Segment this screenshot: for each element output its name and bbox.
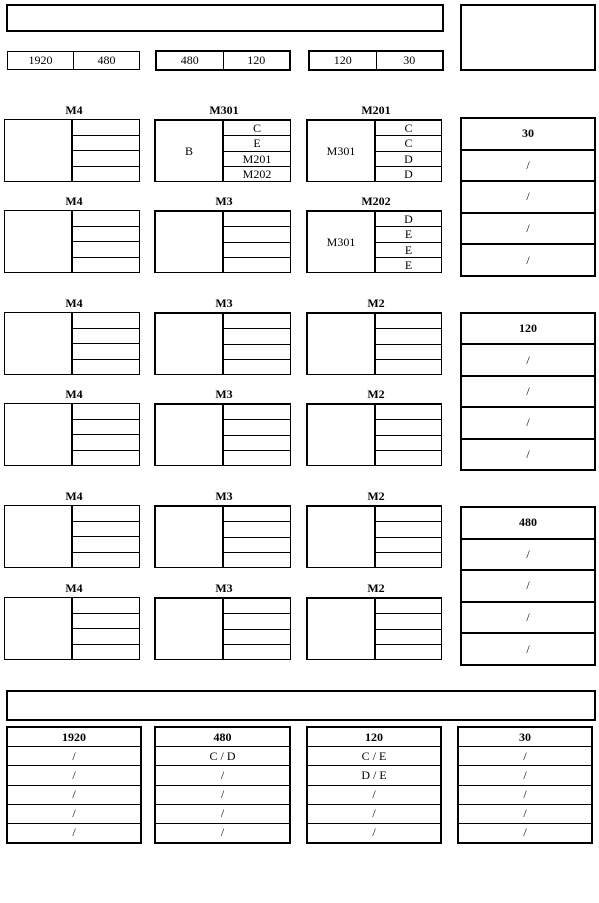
machine-box bbox=[154, 403, 291, 466]
machine-label: M3 bbox=[215, 489, 233, 503]
machine-box bbox=[154, 312, 291, 375]
side-stack-120 bbox=[460, 312, 596, 471]
side-stack-480 bbox=[460, 506, 596, 666]
machine-box bbox=[4, 505, 140, 568]
top-pair-1 bbox=[7, 51, 140, 70]
machine-box bbox=[154, 119, 291, 182]
machine-slot bbox=[376, 450, 441, 465]
machine-label: M4 bbox=[65, 387, 83, 401]
machine-slot bbox=[73, 450, 139, 466]
machine-name: B bbox=[156, 121, 224, 181]
machine-box bbox=[306, 312, 442, 375]
machine-slot bbox=[73, 644, 139, 660]
machine-slot: E bbox=[376, 226, 441, 241]
machine-label: M3 bbox=[215, 194, 233, 208]
machine-label: M4 bbox=[65, 194, 83, 208]
machine-name bbox=[308, 314, 376, 374]
bottom-title-box bbox=[6, 690, 596, 721]
machine-slot: E bbox=[376, 257, 441, 272]
machine-slot bbox=[376, 405, 441, 419]
machine-label: M201 bbox=[361, 103, 391, 117]
machine-slot bbox=[73, 313, 139, 328]
machine-slot bbox=[73, 135, 139, 151]
machine-slots bbox=[73, 313, 139, 374]
machine-slot bbox=[376, 613, 441, 628]
machine-slot bbox=[73, 241, 139, 257]
machine-slot: D bbox=[376, 166, 441, 181]
side-stack-cell: / bbox=[462, 406, 594, 437]
side-stack-cell: / bbox=[462, 438, 594, 469]
machine-label: M4 bbox=[65, 581, 83, 595]
bottom-column-cell: / bbox=[8, 804, 140, 823]
top-pair-3-a: 120 bbox=[333, 53, 352, 67]
side-stack-header: 480 bbox=[519, 515, 537, 530]
machine-label: M3 bbox=[215, 296, 233, 310]
machine-slot bbox=[224, 521, 290, 536]
machine-slot bbox=[376, 507, 441, 521]
bottom-column-cell: / bbox=[8, 785, 140, 804]
side-stack-cell: / bbox=[462, 243, 594, 275]
machine-slots bbox=[376, 599, 441, 659]
machine-slots bbox=[376, 212, 441, 272]
machine-name bbox=[5, 404, 73, 465]
top-pair-1-b: 480 bbox=[73, 52, 139, 69]
machine-label: M4 bbox=[65, 489, 83, 503]
machine-name bbox=[308, 507, 376, 567]
machine-slot: M201 bbox=[224, 151, 290, 166]
machine-slots bbox=[224, 507, 290, 567]
machine-slot bbox=[376, 328, 441, 343]
bottom-column-cell: / bbox=[8, 746, 140, 765]
machine-box bbox=[306, 119, 442, 182]
machine-slots bbox=[224, 314, 290, 374]
machine-slots bbox=[224, 405, 290, 465]
machine-slot bbox=[73, 598, 139, 613]
machine-label: M2 bbox=[367, 581, 385, 595]
machine-slot bbox=[73, 226, 139, 242]
machine-slot bbox=[224, 328, 290, 343]
bottom-column-cell: / bbox=[308, 785, 440, 804]
machine-slot: D bbox=[376, 151, 441, 166]
machine-slot bbox=[376, 537, 441, 552]
machine-slot bbox=[224, 405, 290, 419]
top-pair-1-a: 1920 bbox=[28, 53, 53, 67]
machine-slot bbox=[73, 257, 139, 273]
machine-slot bbox=[73, 404, 139, 419]
bottom-column-header: 1920 bbox=[62, 729, 86, 744]
machine-slot bbox=[73, 359, 139, 375]
machine-slots bbox=[224, 599, 290, 659]
machine-slot bbox=[73, 536, 139, 552]
machine-slots bbox=[73, 404, 139, 465]
bottom-column-cell: / bbox=[8, 823, 140, 842]
machine-slot bbox=[73, 150, 139, 166]
machine-name: M301 bbox=[308, 121, 376, 181]
machine-slot bbox=[73, 166, 139, 182]
machine-name: M301 bbox=[308, 212, 376, 272]
machine-slot: D bbox=[404, 212, 413, 226]
top-pair-2 bbox=[155, 50, 291, 71]
machine-slot: M202 bbox=[224, 166, 290, 181]
machine-name bbox=[5, 506, 73, 567]
bottom-column-cell: / bbox=[459, 785, 591, 804]
machine-slots bbox=[376, 507, 441, 567]
bottom-column-cell: / bbox=[459, 765, 591, 784]
machine-slot bbox=[73, 211, 139, 226]
machine-name bbox=[156, 507, 224, 567]
machine-slot bbox=[224, 242, 290, 257]
machine-slots bbox=[73, 598, 139, 659]
machine-slot bbox=[376, 359, 441, 374]
side-stack-cell: / bbox=[462, 375, 594, 406]
machine-slot bbox=[224, 629, 290, 644]
bottom-column-30 bbox=[457, 726, 593, 844]
bottom-column-cell: / bbox=[156, 823, 289, 842]
machine-slot bbox=[224, 450, 290, 465]
machine-slot: C bbox=[252, 121, 261, 135]
machine-name bbox=[156, 599, 224, 659]
machine-label: M2 bbox=[367, 489, 385, 503]
machine-name bbox=[308, 599, 376, 659]
machine-box bbox=[4, 403, 140, 466]
machine-box bbox=[4, 597, 140, 660]
machine-slot bbox=[73, 419, 139, 435]
machine-label: M3 bbox=[215, 581, 233, 595]
machine-slot bbox=[376, 629, 441, 644]
bottom-column-cell: / bbox=[308, 804, 440, 823]
machine-label: M2 bbox=[367, 296, 385, 310]
machine-label: M3 bbox=[215, 387, 233, 401]
bottom-column-cell: / bbox=[8, 765, 140, 784]
bottom-column-480 bbox=[154, 726, 291, 844]
machine-name bbox=[308, 405, 376, 465]
bottom-column-cell: C / E bbox=[308, 746, 440, 765]
side-stack-cell: / bbox=[462, 149, 594, 181]
bottom-column-header: 30 bbox=[519, 729, 531, 744]
side-stack-cell: / bbox=[462, 632, 594, 664]
machine-slot bbox=[224, 359, 290, 374]
side-stack-cell: / bbox=[462, 343, 594, 374]
side-stack-cell: / bbox=[462, 212, 594, 244]
machine-slot bbox=[224, 212, 290, 226]
machine-slots bbox=[73, 211, 139, 272]
machine-box bbox=[306, 210, 442, 273]
side-stack-cell: / bbox=[462, 538, 594, 570]
side-stack-cell: / bbox=[462, 180, 594, 212]
machine-slot bbox=[73, 613, 139, 629]
machine-slot bbox=[224, 435, 290, 450]
bottom-column-cell: / bbox=[156, 785, 289, 804]
machine-slot: E bbox=[224, 135, 290, 150]
machine-box bbox=[4, 210, 140, 273]
machine-slots bbox=[376, 121, 441, 181]
machine-name bbox=[5, 211, 73, 272]
machine-slot bbox=[73, 343, 139, 359]
bottom-column-cell: / bbox=[459, 804, 591, 823]
machine-slot bbox=[224, 257, 290, 272]
machine-name bbox=[156, 405, 224, 465]
machine-label: M4 bbox=[65, 296, 83, 310]
bottom-column-cell: C / D bbox=[156, 746, 289, 765]
machine-slot bbox=[376, 419, 441, 434]
machine-name bbox=[5, 313, 73, 374]
machine-box bbox=[4, 119, 140, 182]
side-stack-30 bbox=[460, 117, 596, 277]
machine-slots bbox=[73, 120, 139, 181]
machine-slot bbox=[73, 434, 139, 450]
machine-slot bbox=[376, 644, 441, 659]
machine-slot bbox=[224, 344, 290, 359]
machine-slot bbox=[73, 328, 139, 344]
machine-slot bbox=[224, 599, 290, 613]
machine-box bbox=[154, 505, 291, 568]
side-stack-header: 120 bbox=[519, 321, 537, 336]
machine-slot bbox=[376, 552, 441, 567]
top-pair-3 bbox=[308, 50, 444, 71]
machine-label: M2 bbox=[367, 387, 385, 401]
machine-slot bbox=[73, 628, 139, 644]
machine-slot bbox=[376, 314, 441, 328]
machine-slot bbox=[224, 644, 290, 659]
side-stack-header: 30 bbox=[522, 126, 534, 141]
machine-box bbox=[306, 505, 442, 568]
top-title-box bbox=[6, 4, 444, 32]
machine-name bbox=[156, 314, 224, 374]
bottom-column-cell: D / E bbox=[308, 765, 440, 784]
machine-slot bbox=[224, 226, 290, 241]
machine-name bbox=[5, 598, 73, 659]
machine-box bbox=[154, 210, 291, 273]
machine-slot bbox=[73, 506, 139, 521]
top-right-box bbox=[460, 4, 596, 71]
top-pair-2-a: 480 bbox=[180, 53, 199, 67]
machine-slots bbox=[73, 506, 139, 567]
bottom-column-header: 480 bbox=[213, 729, 232, 744]
side-stack-cell: / bbox=[462, 601, 594, 633]
machine-slot bbox=[224, 314, 290, 328]
machine-label: M301 bbox=[209, 103, 239, 117]
bottom-column-120 bbox=[306, 726, 442, 844]
machine-slots bbox=[376, 405, 441, 465]
machine-box bbox=[306, 403, 442, 466]
machine-label: M202 bbox=[361, 194, 391, 208]
machine-name bbox=[156, 212, 224, 272]
machine-slot: C bbox=[404, 121, 413, 135]
machine-label: M4 bbox=[65, 103, 83, 117]
bottom-column-1920 bbox=[6, 726, 142, 844]
machine-slot bbox=[73, 120, 139, 135]
machine-slot bbox=[376, 435, 441, 450]
machine-box bbox=[306, 597, 442, 660]
machine-slot bbox=[224, 537, 290, 552]
side-stack-cell: / bbox=[462, 569, 594, 601]
machine-box bbox=[154, 597, 291, 660]
machine-slot bbox=[224, 507, 290, 521]
bottom-column-cell: / bbox=[308, 823, 440, 842]
machine-slot bbox=[73, 552, 139, 568]
machine-name bbox=[5, 120, 73, 181]
machine-slot bbox=[224, 613, 290, 628]
bottom-column-cell: / bbox=[156, 765, 289, 784]
machine-slots bbox=[224, 212, 290, 272]
machine-slot bbox=[73, 521, 139, 537]
bottom-column-cell: / bbox=[156, 804, 289, 823]
machine-slot: C bbox=[376, 135, 441, 150]
machine-box bbox=[4, 312, 140, 375]
bottom-column-cell: / bbox=[459, 746, 591, 765]
machine-slots bbox=[224, 121, 290, 181]
machine-slot bbox=[224, 419, 290, 434]
machine-slot bbox=[224, 552, 290, 567]
machine-slot: E bbox=[376, 242, 441, 257]
bottom-column-header: 120 bbox=[365, 729, 383, 744]
machine-slot bbox=[376, 599, 441, 613]
machine-slot bbox=[376, 521, 441, 536]
top-pair-3-b: 30 bbox=[376, 52, 443, 69]
bottom-column-cell: / bbox=[459, 823, 591, 842]
machine-slot bbox=[376, 344, 441, 359]
top-pair-2-b: 120 bbox=[223, 52, 290, 69]
machine-slots bbox=[376, 314, 441, 374]
